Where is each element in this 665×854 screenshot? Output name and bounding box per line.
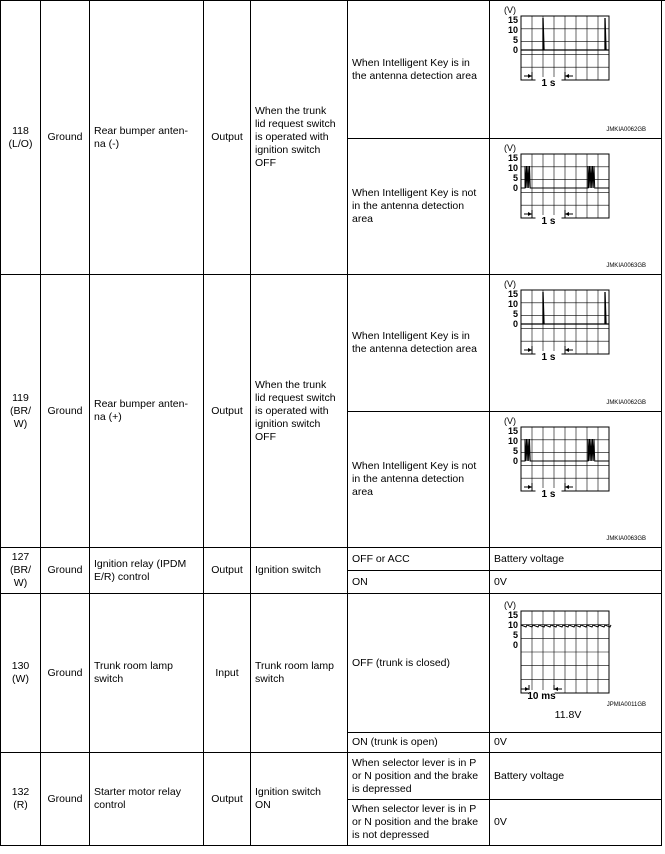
signal-description: Starter motor relay control	[90, 753, 204, 846]
value-cell: 0V	[490, 733, 662, 753]
value-cell: 0V	[490, 800, 662, 846]
time-arrow	[565, 212, 569, 216]
y-tick-label: 10	[507, 620, 518, 630]
time-label: 1 s	[541, 352, 556, 363]
time-arrow	[528, 348, 532, 352]
terminal-no: 132 (R)	[1, 753, 41, 846]
table-row	[1, 594, 662, 733]
ground-cell: Ground	[41, 275, 90, 548]
signal-description: Rear bumper anten- na (+)	[90, 275, 204, 548]
waveform-trace	[521, 625, 611, 627]
time-arrow	[565, 74, 569, 78]
y-tick-label: 0	[512, 640, 518, 650]
time-label: 10 ms	[527, 691, 556, 702]
y-tick-label: 5	[512, 446, 518, 456]
state-cell: When Intelligent Key is not in the antenna detection area	[348, 412, 490, 548]
y-tick-label: 10	[507, 299, 518, 309]
input-output: Output	[204, 275, 251, 548]
terminal-no: 119 (BR/ W)	[1, 275, 41, 548]
input-output: Output	[204, 1, 251, 275]
waveform-graph	[490, 1, 660, 139]
state-cell: OFF or ACC	[348, 548, 490, 571]
input-output: Input	[204, 594, 251, 753]
figure-code: JMKIA0063GB	[606, 536, 646, 542]
time-arrow	[565, 348, 569, 352]
ground-cell: Ground	[41, 594, 90, 753]
time-arrow	[528, 212, 532, 216]
y-tick-label: 10	[507, 163, 518, 173]
time-label: 1 s	[541, 78, 556, 89]
table-row	[1, 753, 662, 800]
condition-cell: Ignition switch	[251, 548, 348, 594]
state-cell: When selector lever is in P or N position and the brake is not depressed	[348, 800, 490, 846]
figure-code: JMKIA0062GB	[606, 400, 646, 406]
figure-code: JMKIA0062GB	[606, 127, 646, 133]
state-cell: ON (trunk is open)	[348, 733, 490, 753]
condition-cell: When the trunk lid request switch is operated with ignition switch OFF	[251, 1, 348, 275]
value-cell: Battery voltage	[490, 548, 662, 571]
waveform-graph	[490, 594, 660, 733]
input-output: Output	[204, 548, 251, 594]
value-graph-cell	[490, 1, 662, 139]
terminal-no: 118 (L/O)	[1, 1, 41, 275]
state-cell: OFF (trunk is closed)	[348, 594, 490, 733]
value-cell: Battery voltage	[490, 753, 662, 800]
ground-cell: Ground	[41, 1, 90, 275]
state-cell: When Intelligent Key is in the antenna detection area	[348, 1, 490, 139]
terminal-no: 127 (BR/ W)	[1, 548, 41, 594]
condition-cell: Trunk room lamp switch	[251, 594, 348, 753]
y-tick-label: 15	[507, 153, 518, 163]
voltage-caption: 11.8V	[554, 709, 582, 721]
table-row	[1, 548, 662, 571]
y-tick-label: 5	[512, 309, 518, 319]
time-arrow	[528, 74, 532, 78]
terminal-no: 130 (W)	[1, 594, 41, 753]
table-row	[1, 1, 662, 139]
value-cell: 0V	[490, 571, 662, 594]
value-graph-cell	[490, 139, 662, 275]
ground-cell: Ground	[41, 753, 90, 846]
state-cell: When selector lever is in P or N position and the brake is depressed	[348, 753, 490, 800]
value-graph-cell	[490, 594, 662, 733]
y-tick-label: 15	[507, 289, 518, 299]
signal-description: Trunk room lamp switch	[90, 594, 204, 753]
time-label: 1 s	[541, 216, 556, 227]
figure-code: JPMIA0011GB	[606, 702, 646, 708]
state-cell: When Intelligent Key is in the antenna detection area	[348, 275, 490, 412]
table-row	[1, 275, 662, 412]
ground-cell: Ground	[41, 548, 90, 594]
y-tick-label: 15	[507, 426, 518, 436]
signal-description: Ignition relay (IPDM E/R) control	[90, 548, 204, 594]
input-output: Output	[204, 753, 251, 846]
y-tick-label: 5	[512, 35, 518, 45]
y-unit-label: (V)	[504, 600, 516, 610]
y-unit-label: (V)	[504, 279, 516, 289]
condition-cell: When the trunk lid request switch is operated with ignition switch OFF	[251, 275, 348, 548]
y-tick-label: 10	[507, 436, 518, 446]
state-cell: ON	[348, 571, 490, 594]
value-graph-cell	[490, 275, 662, 412]
y-unit-label: (V)	[504, 416, 516, 426]
y-tick-label: 5	[512, 173, 518, 183]
condition-cell: Ignition switch ON	[251, 753, 348, 846]
state-cell: When Intelligent Key is not in the antenna detection area	[348, 139, 490, 275]
signal-description: Rear bumper anten- na (-)	[90, 1, 204, 275]
y-tick-label: 15	[507, 15, 518, 25]
waveform-graph	[490, 412, 660, 548]
value-graph-cell	[490, 412, 662, 548]
waveform-graph	[490, 139, 660, 275]
y-tick-label: 0	[512, 183, 518, 193]
y-unit-label: (V)	[504, 143, 516, 153]
y-unit-label: (V)	[504, 5, 516, 15]
y-tick-label: 0	[512, 456, 518, 466]
waveform-graph	[490, 275, 660, 412]
y-tick-label: 5	[512, 630, 518, 640]
y-tick-label: 0	[512, 319, 518, 329]
time-arrow	[565, 485, 569, 489]
y-tick-label: 15	[507, 610, 518, 620]
time-arrow	[528, 485, 532, 489]
figure-code: JMKIA0063GB	[606, 263, 646, 269]
time-label: 1 s	[541, 489, 556, 500]
y-tick-label: 0	[512, 45, 518, 55]
y-tick-label: 10	[507, 25, 518, 35]
